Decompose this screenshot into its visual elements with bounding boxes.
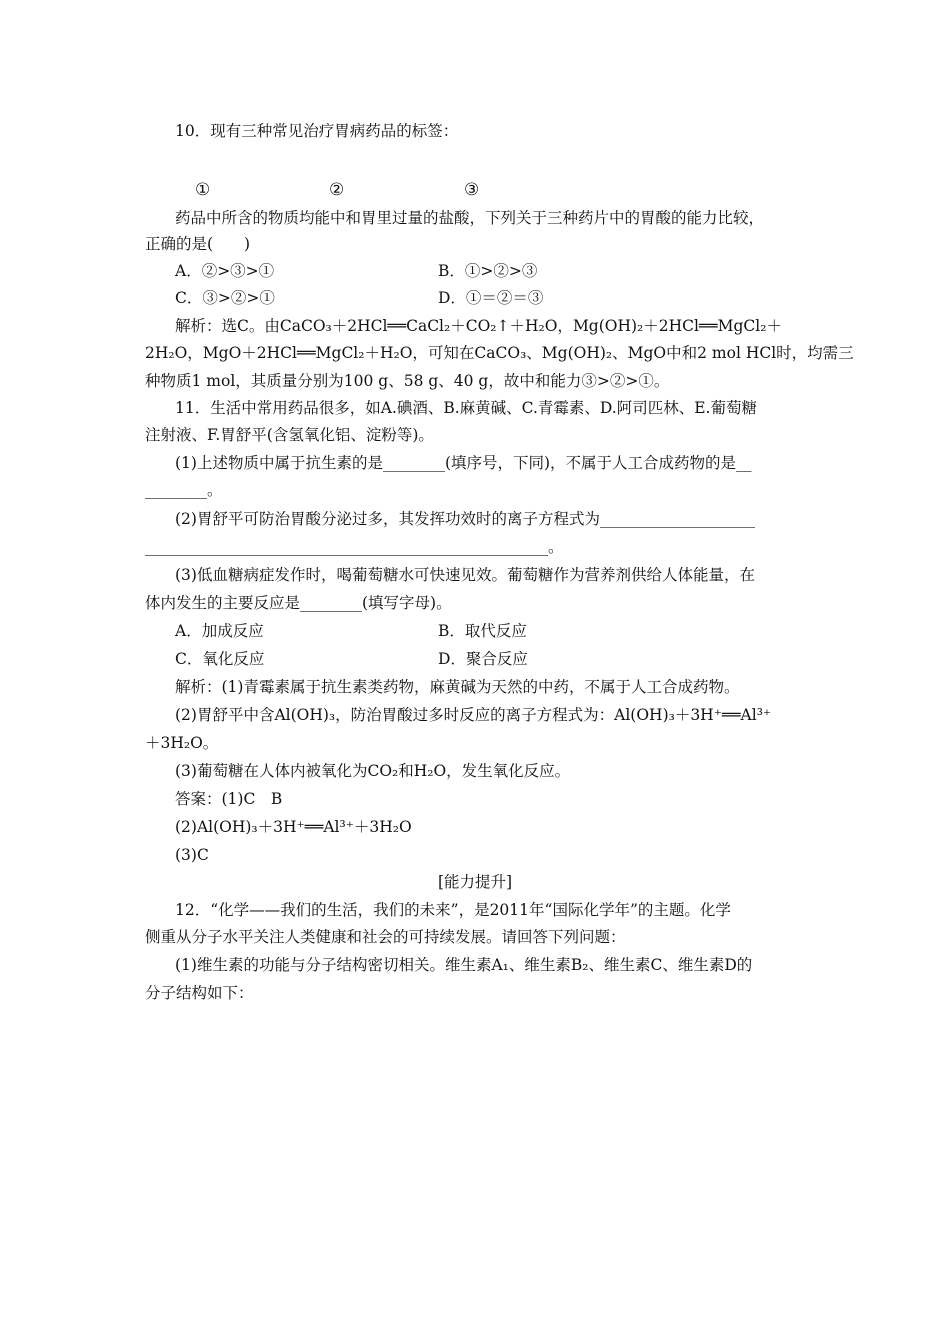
q11-option-a: A．加成反应	[175, 622, 264, 640]
q10-explanation-1: 解析：选C。由CaCO₃＋2HCl══CaCl₂＋CO₂↑＋H₂O，Mg(OH)₂＋2HCl══MgCl₂＋	[175, 317, 782, 335]
q11-part3-b: 体内发生的主要反应是________(填写字母)。	[145, 594, 452, 612]
label-1: ①	[195, 180, 211, 200]
q10-option-c: C．③>②>①	[175, 289, 275, 307]
q11-part1-b: ________。	[145, 481, 223, 499]
q11-stem-1: 11．生活中常用药品很多，如A.碘酒、B.麻黄碱、C.青霉素、D.阿司匹林、E.葡萄糖	[175, 399, 757, 417]
q10-text-line1: 药品中所含的物质均能中和胃里过量的盐酸，下列关于三种药片中的胃酸的能力比较，	[175, 209, 765, 227]
q12-line-2: 侧重从分子水平关注人类健康和社会的可持续发展。请回答下列问题：	[145, 928, 626, 946]
q11-answer-1: 答案：(1)C B	[175, 790, 283, 808]
q11-stem-2: 注射液、F.胃舒平(含氢氧化铝、淀粉等)。	[145, 426, 434, 444]
q11-option-c: C．氧化反应	[175, 650, 265, 668]
q11-option-d: D．聚合反应	[438, 650, 528, 668]
q11-part2-a: (2)胃舒平可防治胃酸分泌过多，其发挥功效时的离子方程式为____________________	[175, 510, 755, 528]
q12-line-3: (1)维生素的功能与分子结构密切相关。维生素A₁、维生素B₂、维生素C、维生素D的	[175, 956, 753, 974]
section-heading: [能力提升]	[437, 873, 513, 891]
q11-part3-a: (3)低血糖病症发作时，喝葡萄糖水可快速见效。葡萄糖作为营养剂供给人体能量，在	[175, 566, 755, 584]
q10-option-a: A．②>③>①	[175, 262, 275, 280]
q11-answer-3: (3)C	[175, 846, 209, 864]
label-2: ②	[329, 180, 345, 200]
q10-stem: 10．现有三种常见治疗胃病药品的标签：	[175, 122, 459, 140]
label-3: ③	[464, 180, 480, 200]
q11-explanation-3: ＋3H₂O。	[145, 734, 219, 752]
q12-line-1: 12．“化学——我们的生活，我们的未来”，是2011年“国际化学年”的主题。化学	[175, 901, 731, 919]
q10-text-line2: 正确的是( )	[145, 235, 251, 253]
q11-explanation-2: (2)胃舒平中含Al(OH)₃，防治胃酸过多时反应的离子方程式为：Al(OH)₃＋3H⁺══Al³⁺	[175, 706, 772, 724]
q10-explanation-2: 2H₂O，MgO＋2HCl══MgCl₂＋H₂O，可知在CaCO₃、Mg(OH)₂、MgO中和2 mol HCl时，均需三	[145, 344, 854, 362]
q11-part2-b: ____________________________________________________。	[145, 538, 564, 556]
q10-explanation-3: 种物质1 mol，其质量分别为100 g、58 g、40 g，故中和能力③>②>①。	[145, 372, 670, 390]
q10-option-d: D．①＝②＝③	[438, 289, 544, 307]
q11-explanation-4: (3)葡萄糖在人体内被氧化为CO₂和H₂O，发生氧化反应。	[175, 762, 571, 780]
q12-line-4: 分子结构如下：	[145, 984, 254, 1002]
q11-answer-2: (2)Al(OH)₃＋3H⁺══Al³⁺＋3H₂O	[175, 818, 412, 836]
q11-part1-a: (1)上述物质中属于抗生素的是________(填序号，下同)，不属于人工合成药物的是__	[175, 454, 752, 472]
q11-explanation-1: 解析：(1)青霉素属于抗生素类药物，麻黄碱为天然的中药，不属于人工合成药物。	[175, 678, 740, 696]
q10-option-b: B．①>②>③	[438, 262, 538, 280]
q11-option-b: B．取代反应	[438, 622, 527, 640]
